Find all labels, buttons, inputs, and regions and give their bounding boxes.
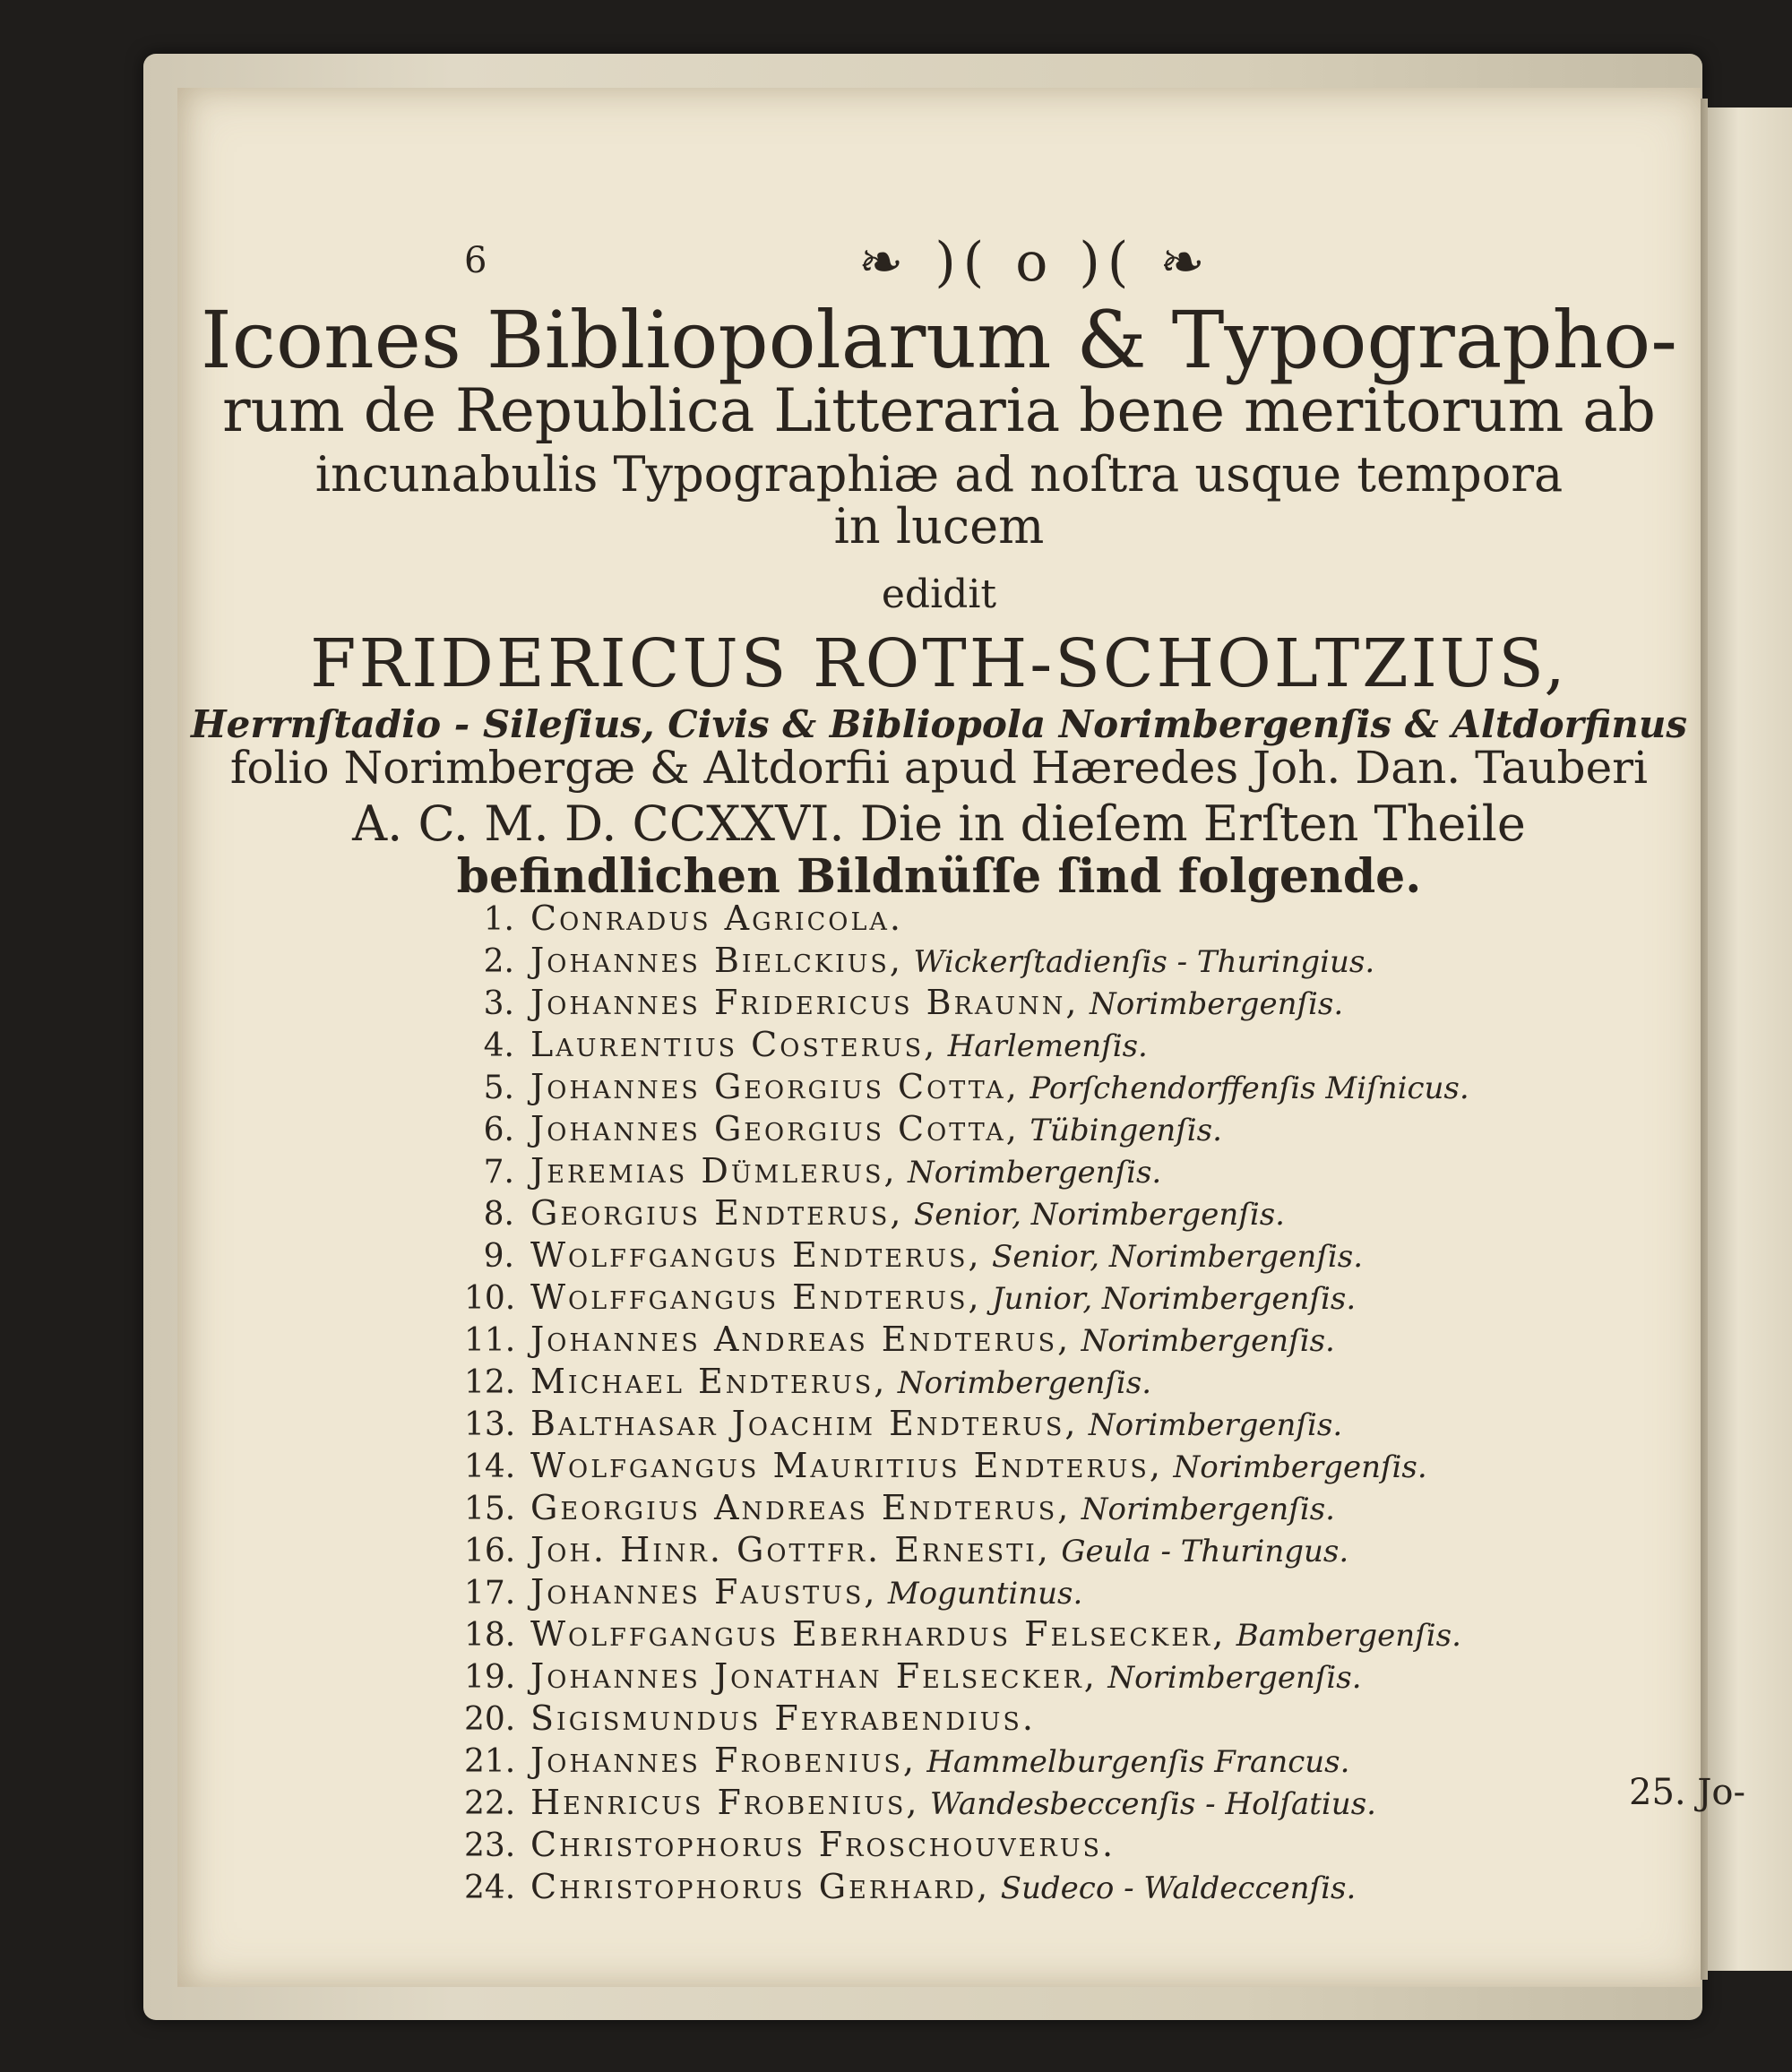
title-line-2: rum de Republica Litteraria bene meritorum ab: [222, 376, 1656, 445]
list-item: 21. Johannes Frobenius, Hammelburgenſis Francus.: [464, 1741, 1350, 1780]
list-item: 3. Johannes Fridericus Braunn, Norimbergenſis.: [483, 983, 1344, 1022]
catchword: 25. Jo-: [1629, 1772, 1745, 1813]
list-item: 16. Joh. Hinr. Gottfr. Ernesti, Geula - Thuringus.: [464, 1530, 1349, 1569]
title-line-3: incunabulis Typographiæ ad noſtra usque tempora: [314, 446, 1564, 503]
title-line-1: Icones Bibliopolarum & Typographo-: [200, 294, 1678, 386]
imprint-line-1: folio Norimbergæ & Altdorfii apud Hæredes Joh. Dan. Tauberi: [229, 742, 1649, 794]
list-item: 5. Johannes Georgius Cotta, Porſchendorffenſis Miſnicus.: [483, 1067, 1469, 1106]
list-item: 24. Christophorus Gerhard, Sudeco - Waldeccenſis.: [464, 1867, 1357, 1906]
list-item: 7. Jeremias Dümlerus, Norimbergenſis.: [483, 1151, 1162, 1191]
title-line-4: in lucem: [833, 498, 1045, 555]
page-content: [177, 88, 1745, 1987]
list-item: 6. Johannes Georgius Cotta, Tübingenſis.: [483, 1109, 1222, 1148]
list-item: 15. Georgius Andreas Endterus, Norimbergenſis.: [464, 1488, 1335, 1527]
next-page-edge: [1702, 107, 1792, 1971]
author-description: Herrnſtadio - Sileſius, Civis & Bibliopola Norimbergenſis & Altdorfinus: [190, 702, 1688, 746]
list-item: 13. Balthasar Joachim Endterus, Norimbergenſis.: [464, 1404, 1343, 1443]
list-item: 9. Wolffgangus Endterus, Senior, Norimbergenſis.: [483, 1235, 1364, 1275]
book-page: [177, 88, 1745, 1987]
list-item: 4. Laurentius Costerus, Harlemenſis.: [483, 1025, 1148, 1064]
page-number: 6: [464, 240, 487, 281]
list-item: 18. Wolffgangus Eberhardus Felsecker, Bambergenſis.: [464, 1614, 1461, 1654]
list-item: 11. Johannes Andreas Endterus, Norimbergenſis.: [464, 1320, 1335, 1359]
list-item: 10. Wolffgangus Endterus, Junior, Norimbergenſis.: [464, 1277, 1357, 1317]
list-item: 1. Conradus Agricola.: [483, 898, 903, 938]
list-item: 12. Michael Endterus, Norimbergenſis.: [464, 1362, 1152, 1401]
list-item: 17. Johannes Faustus, Moguntinus.: [464, 1572, 1083, 1612]
imprint-line-2: A. C. M. D. CCXXVI. Die in dieſem Erſten Theile: [352, 795, 1526, 852]
header-ornament: ❧ )( o )( ❧: [858, 231, 1212, 294]
author-name: FRIDERICUS ROTH-SCHOLTZIUS,: [310, 625, 1568, 702]
list-item: 23. Christophorus Froschouverus.: [464, 1825, 1116, 1864]
list-item: 20. Sigismundus Feyrabendius.: [464, 1698, 1036, 1738]
list-item: 22. Henricus Frobenius, Wandesbeccenſis - Holſatius.: [464, 1783, 1376, 1822]
list-item: 2. Johannes Bielckius, Wickerſtadienſis - Thuringius.: [483, 941, 1375, 980]
edidit-label: edidit: [881, 572, 997, 617]
imprint-line-3: befindlichen Bildnüſſe ſind folgende.: [456, 849, 1422, 904]
list-item: 14. Wolfgangus Mauritius Endterus, Norimbergenſis.: [464, 1446, 1427, 1485]
list-item: 19. Johannes Jonathan Felsecker, Norimbergenſis.: [464, 1656, 1362, 1696]
list-item: 8. Georgius Endterus, Senior, Norimbergenſis.: [483, 1193, 1285, 1233]
